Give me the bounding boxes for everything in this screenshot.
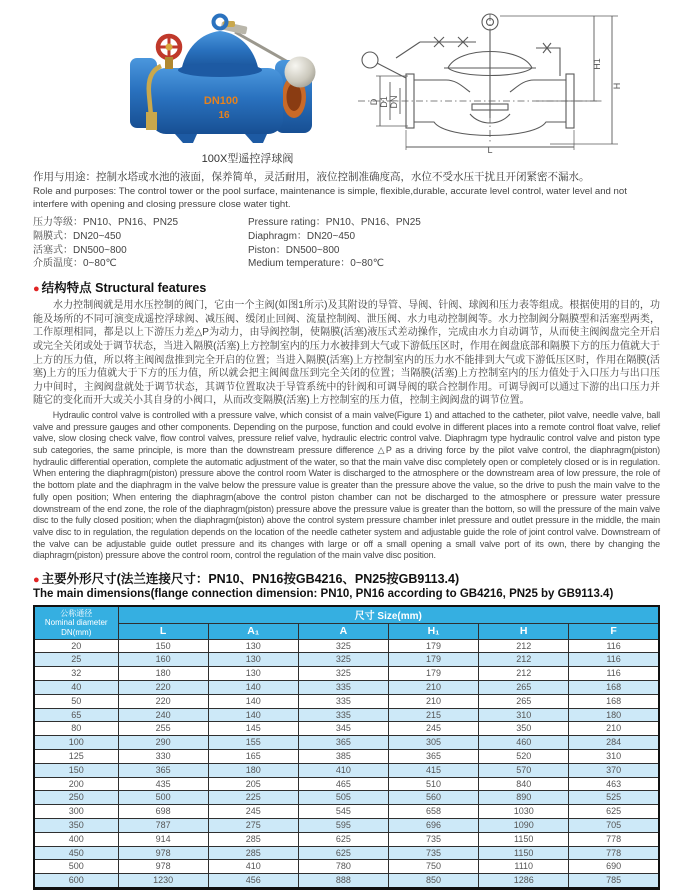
red-bullet-icon: ●: [33, 574, 40, 587]
table-cell: 116: [569, 639, 659, 653]
valve-drawing-illustration: [350, 6, 650, 154]
table-cell: 385: [298, 749, 388, 763]
table-cell: 310: [479, 708, 569, 722]
valve-marking-pn: 16: [218, 110, 230, 121]
spec-pressure-cn: 压力等级：PN10、PN16、PN25: [33, 217, 179, 228]
table-row: [34, 639, 659, 653]
spec-pressure-en: Pressure rating：PN10、PN16、PN25: [248, 217, 421, 228]
table-row: [34, 805, 659, 819]
table-cell: 978: [118, 846, 208, 860]
table-cell: 140: [208, 708, 298, 722]
table-cell: 365: [298, 736, 388, 750]
table-cell: 116: [569, 653, 659, 667]
table-cell: 140: [208, 694, 298, 708]
table-row: [34, 818, 659, 832]
table-cell: 778: [569, 846, 659, 860]
table-cell: 978: [118, 860, 208, 874]
table-cell: 210: [388, 694, 478, 708]
table-cell: 325: [298, 667, 388, 681]
table-cell: 415: [388, 763, 478, 777]
table-row: [34, 791, 659, 805]
table-row: [34, 874, 659, 889]
drawing-label-dn: DN: [389, 95, 399, 109]
table-cell: 625: [298, 832, 388, 846]
table-cell: 780: [298, 860, 388, 874]
table-cell: 460: [479, 736, 569, 750]
table-cell: 275: [208, 818, 298, 832]
table-cell: 168: [569, 694, 659, 708]
table-cell: 525: [569, 791, 659, 805]
table-cell: 888: [298, 874, 388, 889]
table-row: [34, 749, 659, 763]
table-cell: 200: [34, 777, 118, 791]
table-row: [34, 722, 659, 736]
table-cell: 212: [479, 639, 569, 653]
main-dimensions-heading-text: 主要外形尺寸(法兰连接尺寸：PN10、PN16按GB4216、PN25按GB9113.4): [41, 572, 460, 587]
table-cell: 180: [569, 708, 659, 722]
table-cell: 690: [569, 860, 659, 874]
table-cell: 240: [118, 708, 208, 722]
table-row: [34, 736, 659, 750]
table-cell: 150: [34, 763, 118, 777]
table-cell: 560: [388, 791, 478, 805]
table-cell: 130: [208, 653, 298, 667]
table-cell: 890: [479, 791, 569, 805]
table-row: [34, 763, 659, 777]
table-row: [34, 653, 659, 667]
table-cell: 20: [34, 639, 118, 653]
spec-diaphragm-en: Diaphragm：DN20~450: [248, 230, 356, 242]
col1-line-cn: 公称通径: [60, 608, 93, 618]
drawing-label-h1: H1: [592, 58, 602, 70]
table-cell: 735: [388, 846, 478, 860]
table-cell: 179: [388, 653, 478, 667]
table-cell: 1110: [479, 860, 569, 874]
float-ball: [285, 57, 316, 88]
column-header-L: L: [118, 623, 208, 639]
table-cell: 1030: [479, 805, 569, 819]
table-cell: 705: [569, 818, 659, 832]
table-cell: 180: [208, 763, 298, 777]
spec-list: [33, 216, 660, 271]
product-caption: 100X型遥控浮球阀: [201, 153, 294, 165]
spec-temperature-cn: 介质温度：0~80℃: [33, 258, 117, 270]
table-cell: 335: [298, 708, 388, 722]
table-row: [34, 708, 659, 722]
table-cell: 1230: [118, 874, 208, 889]
table-cell: 658: [388, 805, 478, 819]
table-cell: 463: [569, 777, 659, 791]
table-cell: 205: [208, 777, 298, 791]
table-cell: 210: [569, 722, 659, 736]
table-cell: 370: [569, 763, 659, 777]
table-cell: 850: [388, 874, 478, 889]
table-row: [34, 860, 659, 874]
table-cell: 245: [388, 722, 478, 736]
table-cell: 500: [118, 791, 208, 805]
table-cell: 140: [208, 680, 298, 694]
table-cell: 168: [569, 680, 659, 694]
table-cell: 255: [118, 722, 208, 736]
table-row: [34, 680, 659, 694]
table-cell: 215: [388, 708, 478, 722]
table-cell: 65: [34, 708, 118, 722]
column-header-A1: A₁: [208, 623, 298, 639]
table-cell: 179: [388, 667, 478, 681]
table-cell: 456: [208, 874, 298, 889]
table-cell: 365: [388, 749, 478, 763]
table-cell: 220: [118, 680, 208, 694]
drawing-float-ball: [362, 52, 378, 68]
table-cell: 210: [388, 680, 478, 694]
table-cell: 40: [34, 680, 118, 694]
table-row: [34, 832, 659, 846]
table-cell: 155: [208, 736, 298, 750]
structural-features-heading-text: 结构特点 Structural features: [41, 281, 207, 296]
table-row: [34, 846, 659, 860]
spec-piston-en: Piston：DN500~800: [248, 244, 340, 256]
table-row: [34, 694, 659, 708]
table-cell: 265: [479, 694, 569, 708]
table-cell: 400: [34, 832, 118, 846]
table-cell: 160: [118, 653, 208, 667]
table-cell: 787: [118, 818, 208, 832]
lifting-eye: [214, 16, 227, 29]
table-cell: 335: [298, 694, 388, 708]
table-cell: 212: [479, 653, 569, 667]
table-cell: 80: [34, 722, 118, 736]
table-cell: 500: [34, 860, 118, 874]
column-header-size: 尺寸 Size(mm): [118, 606, 659, 623]
table-cell: 300: [34, 805, 118, 819]
table-cell: 1286: [479, 874, 569, 889]
table-cell: 698: [118, 805, 208, 819]
table-cell: 330: [118, 749, 208, 763]
table-cell: 250: [34, 791, 118, 805]
table-row: [34, 777, 659, 791]
table-cell: 225: [208, 791, 298, 805]
table-cell: 410: [208, 860, 298, 874]
table-cell: 778: [569, 832, 659, 846]
dimensions-table-body: [34, 639, 659, 888]
drawing-label-d: D: [369, 98, 379, 106]
table-cell: 335: [298, 680, 388, 694]
table-cell: 212: [479, 667, 569, 681]
table-cell: 365: [118, 763, 208, 777]
table-cell: 50: [34, 694, 118, 708]
table-cell: 290: [118, 736, 208, 750]
table-cell: 305: [388, 736, 478, 750]
table-cell: 505: [298, 791, 388, 805]
column-header-A: A: [298, 623, 388, 639]
valve-marking-dn: DN100: [203, 95, 239, 107]
spec-piston-cn: 活塞式：DN500~800: [33, 244, 127, 256]
valve-photo-illustration: [125, 8, 330, 146]
role-purpose-en: Role and purposes: The control tower or the pool surface, maintenance is simple, flexible,durable, accurate level control, water level and not interfere with opening and closing pressure close water tight.: [33, 186, 627, 210]
table-cell: 520: [479, 749, 569, 763]
table-cell: 735: [388, 832, 478, 846]
valve-technical-drawing: [350, 6, 650, 154]
drawing-label-d1: D1: [379, 96, 389, 108]
table-cell: 265: [479, 680, 569, 694]
table-cell: 1150: [479, 846, 569, 860]
drawing-label-l: L: [487, 145, 493, 155]
table-cell: 284: [569, 736, 659, 750]
table-cell: 410: [298, 763, 388, 777]
table-cell: 914: [118, 832, 208, 846]
table-cell: 350: [34, 818, 118, 832]
table-cell: 145: [208, 722, 298, 736]
table-cell: 840: [479, 777, 569, 791]
table-cell: 1150: [479, 832, 569, 846]
table-cell: 595: [298, 818, 388, 832]
table-cell: 32: [34, 667, 118, 681]
table-cell: 600: [34, 874, 118, 889]
structural-features-heading: [33, 278, 660, 296]
col1-line-unit: DN(mm): [61, 627, 92, 637]
valve-photo: [125, 8, 330, 146]
table-row: [34, 667, 659, 681]
table-cell: 545: [298, 805, 388, 819]
table-cell: 116: [569, 667, 659, 681]
table-cell: 350: [479, 722, 569, 736]
spec-temperature-en: Medium temperature：0~80℃: [248, 258, 385, 270]
column-header-F: F: [569, 623, 659, 639]
role-purpose-cn: 作用与用途：控制水塔或水池的液面，保养简单，灵活耐用，液位控制准确度高，水位不受水压干扰且开闭紧密不漏水。: [33, 171, 590, 183]
column-header-H1: H₁: [388, 623, 478, 639]
table-cell: 510: [388, 777, 478, 791]
red-bullet-icon: ●: [33, 283, 40, 296]
table-cell: 285: [208, 846, 298, 860]
table-cell: 165: [208, 749, 298, 763]
table-cell: 570: [479, 763, 569, 777]
column-header-H: H: [479, 623, 569, 639]
table-cell: 180: [118, 667, 208, 681]
table-cell: 450: [34, 846, 118, 860]
table-cell: 285: [208, 832, 298, 846]
col1-line-en: Nominal diameter: [44, 618, 108, 628]
table-cell: 25: [34, 653, 118, 667]
table-cell: 325: [298, 639, 388, 653]
spec-diaphragm-cn: 隔膜式：DN20~450: [33, 230, 122, 242]
table-cell: 785: [569, 874, 659, 889]
table-cell: 150: [118, 639, 208, 653]
table-cell: 125: [34, 749, 118, 763]
table-cell: 220: [118, 694, 208, 708]
product-images: [33, 8, 660, 155]
table-cell: 179: [388, 639, 478, 653]
table-cell: 245: [208, 805, 298, 819]
table-cell: 696: [388, 818, 478, 832]
column-header-nominal-diameter: [34, 606, 118, 639]
table-cell: 625: [569, 805, 659, 819]
table-cell: 130: [208, 667, 298, 681]
table-cell: 750: [388, 860, 478, 874]
table-cell: 310: [569, 749, 659, 763]
table-cell: 325: [298, 653, 388, 667]
dimensions-table: [33, 605, 660, 890]
main-dimensions-heading-en: The main dimensions(flange connection dimension: PN10, PN16 according to GB4216, PN25 by GB9113.4): [33, 588, 614, 601]
main-dimensions-heading: [33, 569, 660, 587]
drawing-label-h: H: [612, 82, 622, 90]
table-cell: 435: [118, 777, 208, 791]
dimensions-table-header: [34, 606, 659, 639]
table-cell: 1090: [479, 818, 569, 832]
structural-features-body-cn: 水力控制阀就是用水压控制的阀门，它由一个主阀(如图1所示)及其附设的导管、导阀、针阀、球阀和压力表等组成。根据使用的目的，功能及场所的不同可演变成遥控浮球阀、减压阀、缓闭止回阀、流量控制阀、泄压阀、水力电动控制阀等。水力控制阀分隔膜型和活塞型两类，工作原理相同，都是以上下游压力差△P为动力，由导阀控制，使隔膜(活塞)液压式差动操作，完成由水力自动调节，从而使主阀阀盘完全开启或完全关闭或处于调节状态，当进入隔膜(活塞)上方控制室内的压力水被排到大气或下游低压区时，作用在阀盘底部和隔膜下方的压力值就大于上方的压力值，所以将主阀阀盘推到完全开启的位置；当进入隔膜(活塞)上方控制室内的压力水不能排到大气或下游低压区时，作用在隔膜(活塞)上方的压力值就大于下方的压力值，所以就会把主阀阀盘压到完全关闭的位置；当隔膜(活塞)上方控制室内的压力值处于入口压力与出口压力中间时，主阀阀盘就处于调节状态，其调节位置取决于导管系统中的针阀和可调导阀的联合控制作用。可调导阀可以通过下游的出口压力并随它的变化而开大或关小其自身的小阀口，从而改变隔膜(活塞)上方控制室的压力值，控制主阀阀盘的调节位置。: [33, 300, 660, 407]
table-cell: 345: [298, 722, 388, 736]
table-cell: 625: [298, 846, 388, 860]
structural-features-body-en: Hydraulic control valve is controlled with a pressure valve, which consist of a main valve(Figure 1) and attached to the catheter, pilot valve, needle valve, ball valve and pressure gauges and other components. Depending on the purpose, function and could evolve in different places into a remote control float valve, relief valve, slow closing check valve, flow control valves, pressure relief valve, hydraulic electric control valve. Diaphragm type hydraulic control valve and piston type sub categories, the same principle, is more than the downstream pressure difference △P as a driving force by the pilot valve control, the diaphragm(piston) hydraulic differential operation, complete the automatic adjustment of the water, so that the main valve disc completely open or completely closed or is in regulation. When entering the diaphragm(piston) pressure above the control room Water is discharged to the atmosphere or the downstream area of low pressure, the role of the bottom plate and the diaphragm in the valve below the pressure value is greater than the pressure above the value, so the drive to push the main valve to the fully open position; When entering the diaphragm(above the control piston chamber can not be discharged to the atmosphere or pressure water pressure downstream of the end zone, the role of the diaphragm(piston) pressure above the pressure value is greater than the bottom, so will the pressure of the main valve disc to the fully closed position; when the diaphragm(piston) above the control system pressure chamber inlet pressure and outlet pressure in the middle, the main valve disc to in regulation, the regulation depends on the location of the needle catheter system and adjustable guide the role of joint control valve. Downstream of the valve can be adjustable guide outlet pressure and its changes with large or off a small opening a small valve port of its own, there by changing the diaphragm(piston) pressure above the control room, control the regulation of the main valve disc position.: [33, 409, 660, 561]
table-cell: 130: [208, 639, 298, 653]
table-cell: 100: [34, 736, 118, 750]
table-cell: 465: [298, 777, 388, 791]
